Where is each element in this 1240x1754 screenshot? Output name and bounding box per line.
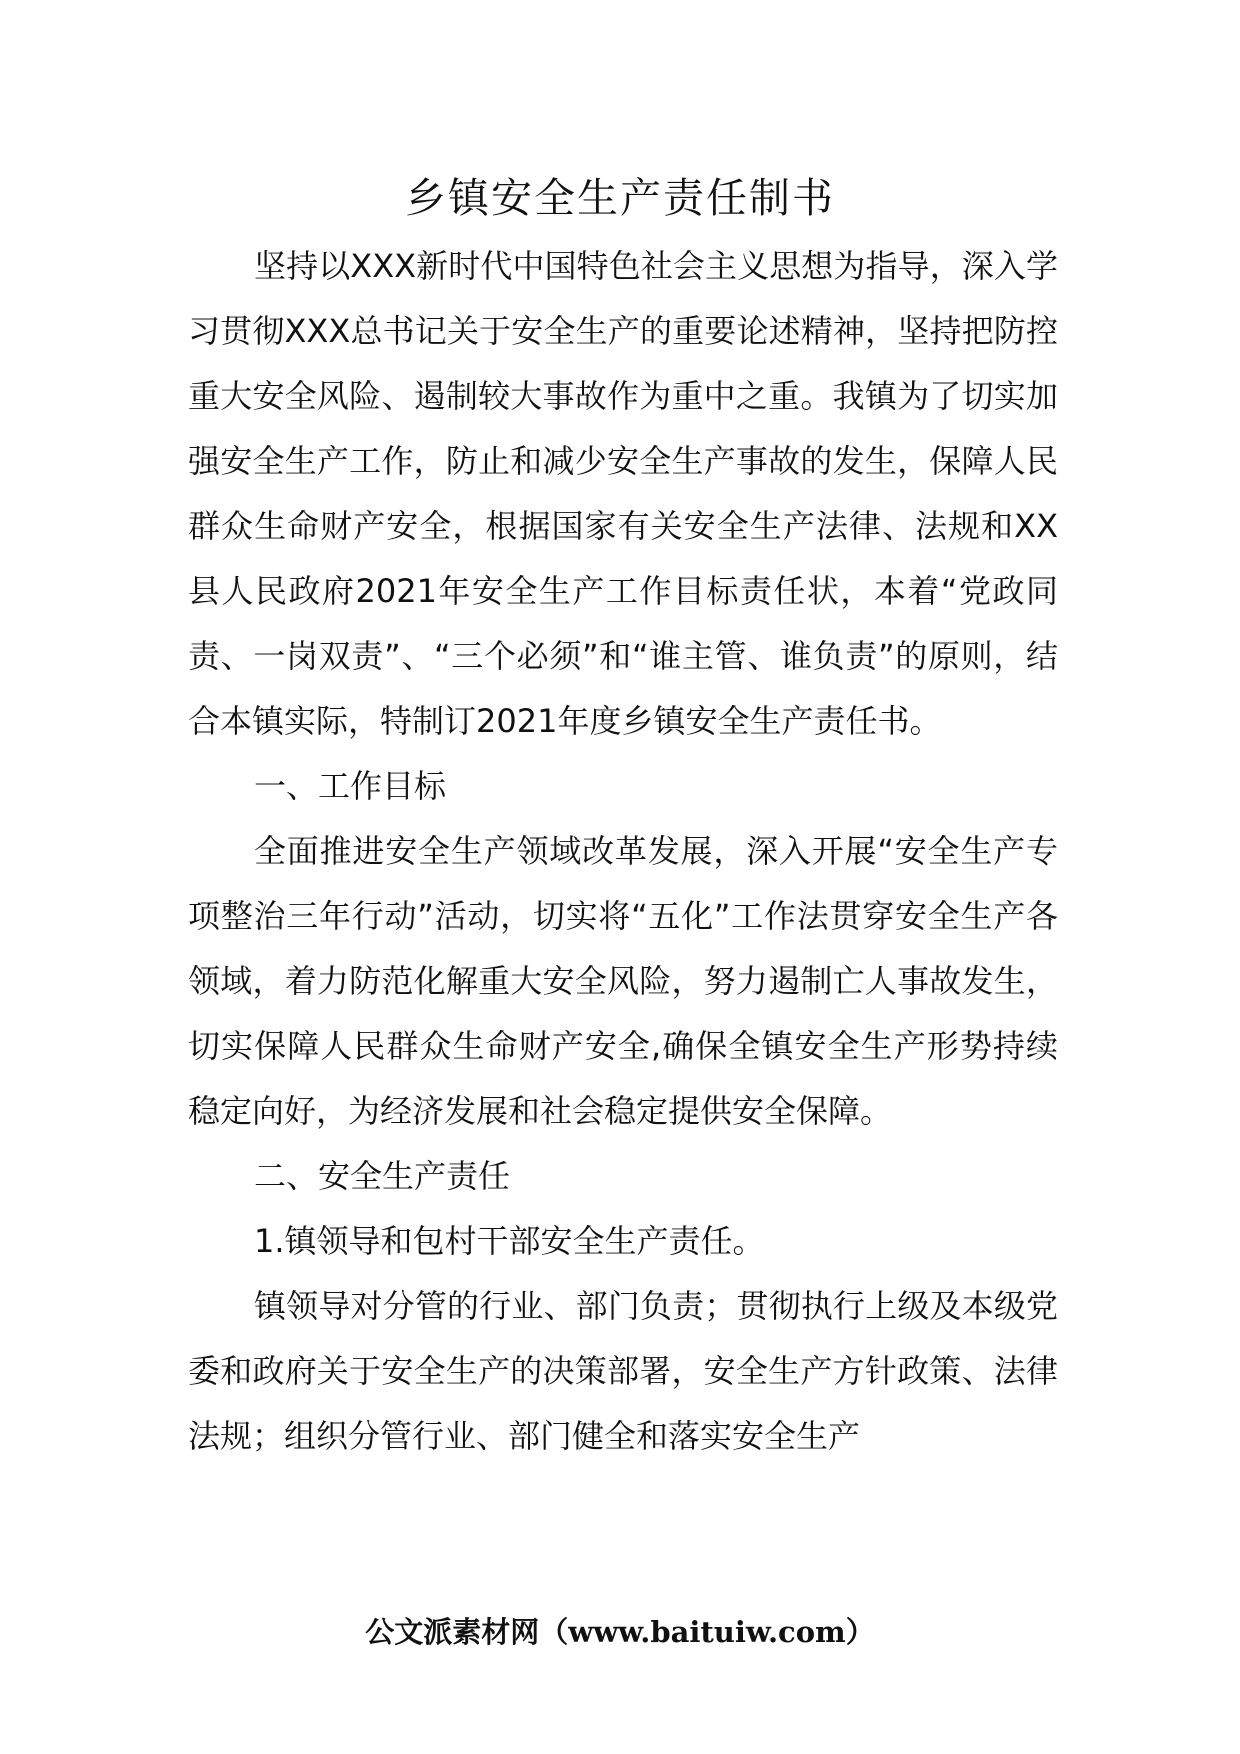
document-body <box>188 234 1058 1469</box>
footer-source: 公文派素材网（www.baituiw.com） <box>365 1615 875 1649</box>
paragraph-leaders: 镇领导对分管的行业、部门负责；贯彻执行上级及本级党委和政府关于安全生产的决策部署，安全生产方针政策、法律法规；组织分管行业、部门健全和落实安全生产 <box>188 1287 1058 1455</box>
section-heading-responsibility: 二、安全生产责任 <box>254 1157 511 1195</box>
subsection-heading-leaders: 1.镇领导和包村干部安全生产责任。 <box>254 1222 765 1260</box>
paragraph-goals: 全面推进安全生产领域改革发展，深入开展“安全生产专项整治三年行动”活动，切实将“五化”工作法贯穿安全生产各领域，着力防范化解重大安全风险，努力遏制亡人事故发生，切实保障人民群众生命财产安全,确保全镇安全生产形势持续稳定向好，为经济发展和社会稳定提供安全保障。 <box>188 832 1058 1130</box>
paragraph-intro: 坚持以XXX新时代中国特色社会主义思想为指导，深入学习贯彻XXX总书记关于安全生产的重要论述精神，坚持把防控重大安全风险、遏制较大事故作为重中之重。我镇为了切实加强安全生产工作，防止和减少安全生产事故的发生，保障人民群众生命财产安全，根据国家有关安全生产法律、法规和XX县人民政府2021年安全生产工作目标责任状，本着“党政同责、一岗双责”、“三个必须”和“谁主管、谁负责”的原则，结合本镇实际，特制订2021年度乡镇安全生产责任书。 <box>188 247 1058 740</box>
document-title: 乡镇安全生产责任制书 <box>405 174 835 222</box>
section-heading-goals: 一、工作目标 <box>254 767 447 805</box>
